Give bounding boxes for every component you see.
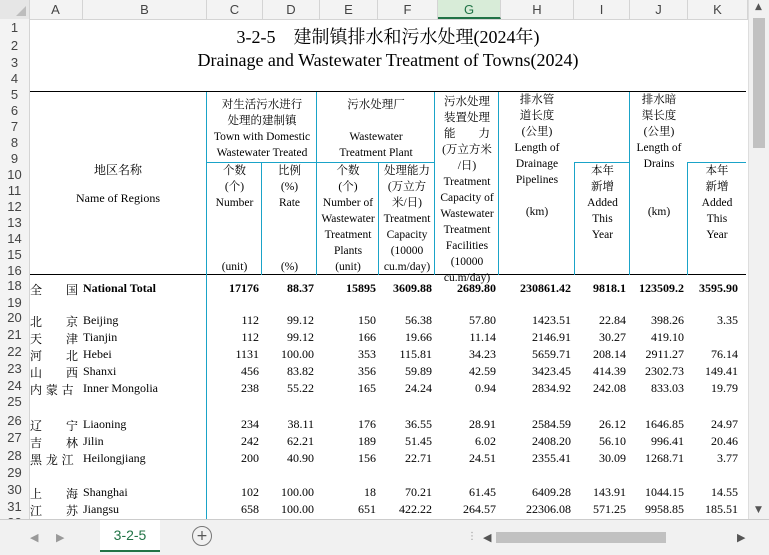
vertical-scrollbar[interactable] xyxy=(748,0,769,519)
value-cell-i[interactable]: 571.25 xyxy=(593,502,626,516)
value-cell-i[interactable]: 22.84 xyxy=(599,313,626,327)
value-cell-f[interactable]: 22.71 xyxy=(405,451,432,465)
region-cn-cell[interactable]: 江 苏 xyxy=(30,504,79,518)
value-cell-i[interactable]: 26.12 xyxy=(599,417,626,431)
value-cell-i[interactable]: 30.27 xyxy=(599,330,626,344)
row-header-2[interactable]: 2 xyxy=(10,38,19,53)
value-cell-d[interactable]: 100.00 xyxy=(281,485,314,499)
value-cell-c[interactable]: 112 xyxy=(241,330,259,344)
region-en-cell[interactable]: Liaoning xyxy=(83,417,127,431)
spreadsheet-grid[interactable] xyxy=(30,19,746,519)
row-header-16[interactable]: 16 xyxy=(7,263,22,278)
scroll-down-icon[interactable]: ▼ xyxy=(755,505,762,515)
row-header-bar xyxy=(0,19,30,519)
row-header-28[interactable]: 28 xyxy=(7,448,22,463)
value-cell-f[interactable]: 59.89 xyxy=(405,364,432,378)
region-en-cell[interactable]: Heilongjiang xyxy=(83,451,146,465)
row-header-24[interactable]: 24 xyxy=(7,378,22,393)
column-header-g[interactable]: G xyxy=(438,0,501,19)
value-cell-e[interactable]: 18 xyxy=(364,485,376,499)
vertical-scroll-thumb[interactable] xyxy=(753,18,765,148)
title-english: Drainage and Wastewater Treatment of Towns(2024) xyxy=(197,50,579,70)
value-cell-h[interactable]: 2146.91 xyxy=(532,330,571,344)
value-cell-f[interactable]: 115.81 xyxy=(399,347,432,361)
value-cell-k[interactable]: 19.79 xyxy=(711,381,738,395)
value-cell-d[interactable]: 55.22 xyxy=(287,381,314,395)
value-cell-e[interactable]: 15895 xyxy=(346,281,376,295)
region-en-cell[interactable]: Hebei xyxy=(83,347,112,361)
value-cell-e[interactable]: 651 xyxy=(358,502,376,516)
region-en-cell[interactable]: Jiangsu xyxy=(83,502,119,516)
value-cell-f[interactable]: 70.21 xyxy=(405,485,432,499)
value-cell-g[interactable]: 34.23 xyxy=(469,347,496,361)
value-cell-e[interactable]: 166 xyxy=(358,330,376,344)
value-cell-i[interactable]: 242.08 xyxy=(593,381,626,395)
sheet-tab-3-2-5[interactable]: 3-2-5 xyxy=(100,520,160,552)
c-rate-header: 比例 (%) Rate (%) xyxy=(278,165,301,273)
value-cell-e[interactable]: 356 xyxy=(358,364,376,378)
k-added-header: 本年 新增 Added This Year xyxy=(701,165,733,241)
facility-header: 污水处理 装置处理 能 力 (万立方米 /日) Treatment Capacity of Wastewater Treatment Facilities (10000 cu.m/day) xyxy=(440,96,494,284)
value-cell-c[interactable]: 658 xyxy=(241,502,259,516)
region-cn-cell[interactable]: 北 京 xyxy=(30,315,79,329)
value-cell-c[interactable]: 242 xyxy=(241,434,259,448)
column-header-c[interactable]: C xyxy=(207,0,263,19)
value-cell-d[interactable]: 38.11 xyxy=(287,417,314,431)
region-en-cell[interactable]: Shanghai xyxy=(83,485,128,499)
more-options-icon[interactable]: ⋮ xyxy=(467,531,477,542)
row-header-20[interactable]: 20 xyxy=(7,310,22,325)
column-header-a[interactable]: A xyxy=(29,0,83,19)
value-cell-j[interactable]: 996.41 xyxy=(651,434,684,448)
value-cell-i[interactable]: 143.91 xyxy=(593,485,626,499)
row-header-14[interactable]: 14 xyxy=(7,231,22,246)
value-cell-k[interactable]: 14.55 xyxy=(711,485,738,499)
scroll-right-icon[interactable]: ▶ xyxy=(737,531,746,544)
value-cell-d[interactable]: 99.12 xyxy=(287,330,314,344)
value-cell-c[interactable]: 1131 xyxy=(235,347,259,361)
value-cell-d[interactable]: 100.00 xyxy=(281,347,314,361)
value-cell-k[interactable]: 20.46 xyxy=(711,434,738,448)
e-number-header: 个数 (个) Number of Wastewater Treatment Plants (unit) xyxy=(321,165,375,273)
region-header-cn: 地区名称 xyxy=(93,163,142,177)
value-cell-g[interactable]: 24.51 xyxy=(469,451,496,465)
value-cell-e[interactable]: 176 xyxy=(358,417,376,431)
add-sheet-button[interactable]: + xyxy=(192,526,212,546)
value-cell-h[interactable]: 2834.92 xyxy=(532,381,571,395)
row-header-8[interactable]: 8 xyxy=(10,135,19,150)
towns-group-header: 对生活污水进行 处理的建制镇 Town with Domestic Wastewater Treated xyxy=(213,99,311,159)
value-cell-j[interactable]: 2302.73 xyxy=(645,364,684,378)
value-cell-j[interactable]: 123509.2 xyxy=(639,281,684,295)
value-cell-k[interactable]: 76.14 xyxy=(711,347,738,361)
pipeline-header: 排水管 道长度 (公里) Length of Drainage Pipelines (km) xyxy=(514,94,560,218)
row-header-6[interactable]: 6 xyxy=(10,103,19,118)
column-header-d[interactable]: D xyxy=(263,0,320,19)
value-cell-g[interactable]: 0.94 xyxy=(475,381,496,395)
value-cell-f[interactable]: 36.55 xyxy=(405,417,432,431)
sheet-tab-bar xyxy=(0,519,769,555)
region-en-cell[interactable]: Inner Mongolia xyxy=(83,381,158,395)
value-cell-h[interactable]: 2355.41 xyxy=(532,451,571,465)
column-header-h[interactable]: H xyxy=(501,0,574,19)
value-cell-i[interactable]: 56.10 xyxy=(599,434,626,448)
row-header-19[interactable]: 19 xyxy=(7,295,22,310)
value-cell-g[interactable]: 264.57 xyxy=(463,502,496,516)
value-cell-g[interactable]: 57.80 xyxy=(469,313,496,327)
value-cell-d[interactable]: 40.90 xyxy=(287,451,314,465)
region-en-cell[interactable]: Shanxi xyxy=(83,364,117,378)
region-cn-cell[interactable]: 上 海 xyxy=(30,487,79,501)
prev-sheet-icon[interactable]: ◀ xyxy=(30,531,39,544)
value-cell-e[interactable]: 150 xyxy=(358,313,376,327)
value-cell-e[interactable]: 165 xyxy=(358,381,376,395)
row-header-3[interactable]: 3 xyxy=(10,55,19,70)
scroll-up-icon[interactable]: ▲ xyxy=(755,2,762,12)
value-cell-k[interactable]: 185.51 xyxy=(705,502,738,516)
value-cell-i[interactable]: 9818.1 xyxy=(593,281,626,295)
value-cell-f[interactable]: 51.45 xyxy=(405,434,432,448)
value-cell-g[interactable]: 28.91 xyxy=(469,417,496,431)
value-cell-h[interactable]: 3423.45 xyxy=(532,364,571,378)
row-header-4[interactable]: 4 xyxy=(10,71,19,86)
c-number-header: 个数 (个) Number (unit) xyxy=(215,165,254,273)
value-cell-f[interactable]: 56.38 xyxy=(405,313,432,327)
value-cell-h[interactable]: 22306.08 xyxy=(526,502,571,516)
value-cell-i[interactable]: 208.14 xyxy=(593,347,626,361)
value-cell-h[interactable]: 6409.28 xyxy=(532,485,571,499)
value-cell-j[interactable]: 1268.71 xyxy=(645,451,684,465)
value-cell-k[interactable]: 3.35 xyxy=(717,313,738,327)
value-cell-j[interactable]: 833.03 xyxy=(651,381,684,395)
row-header-27[interactable]: 27 xyxy=(7,430,22,445)
row-header-15[interactable]: 15 xyxy=(7,247,22,262)
value-cell-j[interactable]: 9958.85 xyxy=(645,502,684,516)
row-header-9[interactable]: 9 xyxy=(10,151,19,166)
value-cell-j[interactable]: 419.10 xyxy=(651,330,684,344)
title-chinese: 3-2-5 建制镇排水和污水处理(2024年) xyxy=(236,27,540,47)
row-header-21[interactable]: 21 xyxy=(7,327,22,342)
value-cell-h[interactable]: 2408.20 xyxy=(532,434,571,448)
value-cell-k[interactable]: 24.97 xyxy=(711,417,738,431)
horizontal-scroll-thumb[interactable] xyxy=(496,532,666,543)
row-header-18[interactable]: 18 xyxy=(7,278,22,293)
value-cell-h[interactable]: 1423.51 xyxy=(532,313,571,327)
row-header-7[interactable]: 7 xyxy=(10,119,19,134)
value-cell-j[interactable]: 398.26 xyxy=(651,313,684,327)
region-cn-cell[interactable]: 辽 宁 xyxy=(30,419,79,433)
value-cell-g[interactable]: 2689.80 xyxy=(457,281,496,295)
drain-header: 排水暗 渠长度 (公里) Length of Drains (km) xyxy=(636,94,682,218)
column-header-f[interactable]: F xyxy=(378,0,438,19)
value-cell-h[interactable]: 230861.42 xyxy=(520,281,571,295)
value-cell-d[interactable]: 99.12 xyxy=(287,313,314,327)
column-header-e[interactable]: E xyxy=(320,0,378,19)
value-cell-e[interactable]: 353 xyxy=(358,347,376,361)
value-cell-i[interactable]: 414.39 xyxy=(593,364,626,378)
row-header-5[interactable]: 5 xyxy=(10,87,19,102)
region-cn-cell[interactable]: 河 北 xyxy=(30,349,79,363)
value-cell-f[interactable]: 422.22 xyxy=(399,502,432,516)
value-cell-d[interactable]: 83.82 xyxy=(287,364,314,378)
value-cell-c[interactable]: 112 xyxy=(241,313,259,327)
row-header-31[interactable]: 31 xyxy=(7,499,22,514)
region-en-cell[interactable]: Beijing xyxy=(83,313,119,327)
value-cell-c[interactable]: 200 xyxy=(241,451,259,465)
column-header-k[interactable]: K xyxy=(688,0,748,19)
value-cell-e[interactable]: 156 xyxy=(358,451,376,465)
region-en-cell[interactable]: Tianjin xyxy=(83,330,118,344)
column-header-b[interactable]: B xyxy=(83,0,207,19)
value-cell-d[interactable]: 62.21 xyxy=(287,434,314,448)
value-cell-k[interactable]: 3595.90 xyxy=(699,281,738,295)
value-cell-c[interactable]: 102 xyxy=(241,485,259,499)
select-all-corner[interactable] xyxy=(0,0,30,19)
value-cell-d[interactable]: 100.00 xyxy=(281,502,314,516)
region-cn-cell[interactable]: 内 蒙 古 xyxy=(30,383,74,397)
value-cell-g[interactable]: 11.14 xyxy=(469,330,496,344)
region-cn-cell[interactable]: 天 津 xyxy=(30,332,79,346)
row-header-23[interactable]: 23 xyxy=(7,361,22,376)
region-header-en: Name of Regions xyxy=(76,191,160,205)
value-cell-h[interactable]: 5659.71 xyxy=(532,347,571,361)
i-added-header: 本年 新增 Added This Year xyxy=(587,165,618,241)
region-en-cell[interactable]: Jilin xyxy=(83,434,104,448)
column-header-i[interactable]: I xyxy=(574,0,630,19)
row-header-26[interactable]: 26 xyxy=(7,413,22,428)
value-cell-i[interactable]: 30.09 xyxy=(599,451,626,465)
value-cell-j[interactable]: 2911.27 xyxy=(645,347,684,361)
value-cell-g[interactable]: 42.59 xyxy=(469,364,496,378)
row-header-25[interactable]: 25 xyxy=(7,394,22,409)
region-cn-cell[interactable]: 黑 龙 江 xyxy=(30,453,74,467)
value-cell-g[interactable]: 6.02 xyxy=(475,434,496,448)
region-cn-cell[interactable]: 吉 林 xyxy=(30,436,79,450)
region-cn-cell[interactable]: 全 国 xyxy=(30,283,79,297)
value-cell-g[interactable]: 61.45 xyxy=(469,485,496,499)
column-header-j[interactable]: J xyxy=(630,0,688,19)
region-en-cell[interactable]: National Total xyxy=(83,281,157,295)
row-header-22[interactable]: 22 xyxy=(7,344,22,359)
value-cell-c[interactable]: 456 xyxy=(241,364,259,378)
f-capacity-header: 处理能力 (万立方 米/日) Treatment Capacity (10000 cu.m/day) xyxy=(383,165,431,273)
value-cell-e[interactable]: 189 xyxy=(358,434,376,448)
region-cn-cell[interactable]: 山 西 xyxy=(30,366,79,380)
scroll-left-icon[interactable]: ◀ xyxy=(483,531,492,544)
row-header-10[interactable]: 10 xyxy=(7,167,22,182)
value-cell-j[interactable]: 1044.15 xyxy=(645,485,684,499)
plant-group-header: 污水处理厂 Wastewater Treatment Plant xyxy=(339,99,413,159)
value-cell-k[interactable]: 3.77 xyxy=(717,451,738,465)
value-cell-f[interactable]: 3609.88 xyxy=(393,281,432,295)
row-header-12[interactable]: 12 xyxy=(7,199,22,214)
value-cell-k[interactable]: 149.41 xyxy=(705,364,738,378)
value-cell-h[interactable]: 2584.59 xyxy=(532,417,571,431)
row-header-30[interactable]: 30 xyxy=(7,482,22,497)
value-cell-d[interactable]: 88.37 xyxy=(287,281,314,295)
row-header-11[interactable]: 11 xyxy=(7,183,22,198)
row-header-29[interactable]: 29 xyxy=(7,465,22,480)
value-cell-c[interactable]: 234 xyxy=(241,417,259,431)
value-cell-f[interactable]: 19.66 xyxy=(405,330,432,344)
row-header-13[interactable]: 13 xyxy=(7,215,22,230)
value-cell-j[interactable]: 1646.85 xyxy=(645,417,684,431)
value-cell-c[interactable]: 17176 xyxy=(229,281,259,295)
row-header-1[interactable]: 1 xyxy=(10,20,19,35)
next-sheet-icon[interactable]: ▶ xyxy=(56,531,65,544)
value-cell-c[interactable]: 238 xyxy=(241,381,259,395)
value-cell-f[interactable]: 24.24 xyxy=(405,381,432,395)
